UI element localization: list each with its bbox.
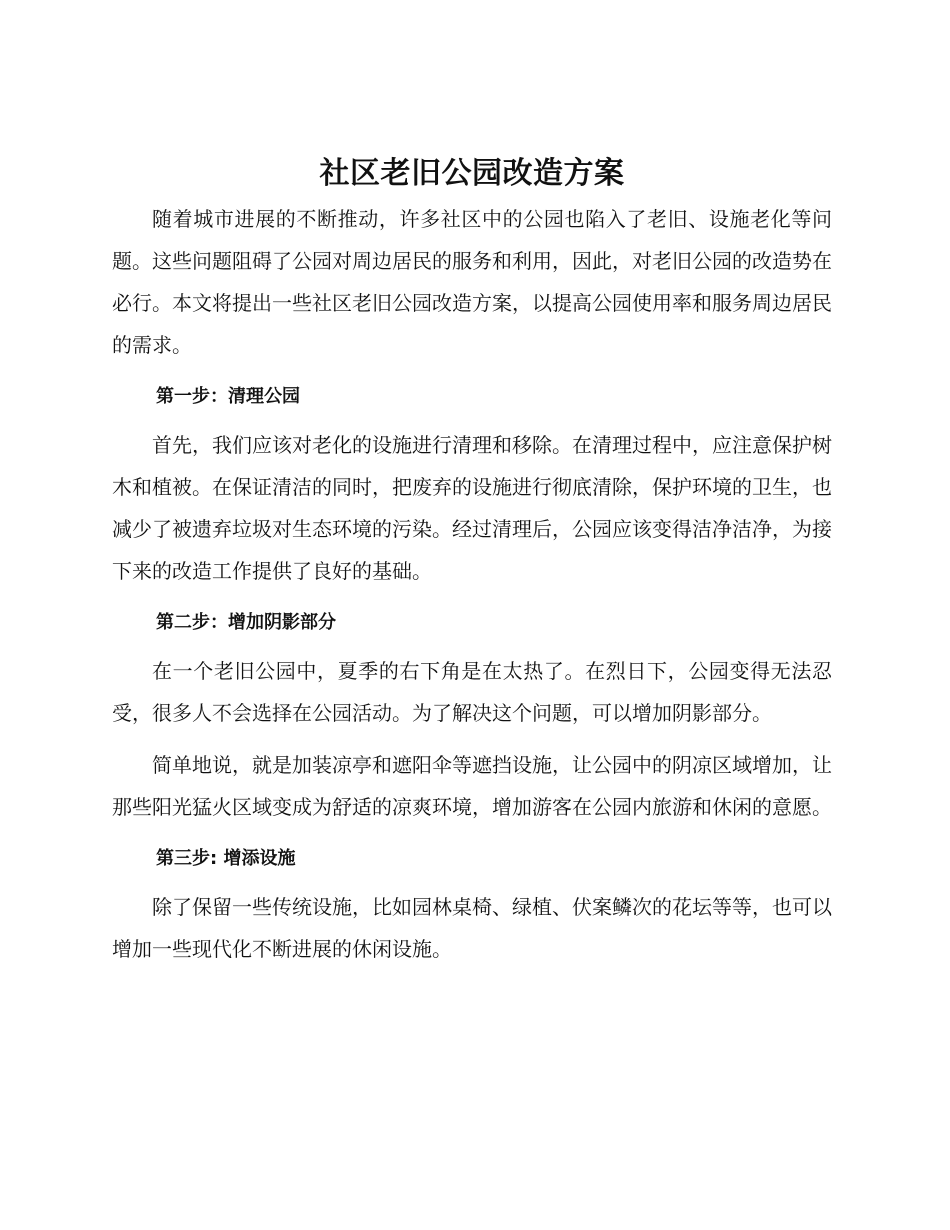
intro-paragraph: 随着城市进展的不断推动，许多社区中的公园也陷入了老旧、设施老化等问题。这些问题阻碍了公园对周边居民的服务和利用，因此，对老旧公园的改造势在必行。本文将提出一些社区老旧公园改造方案，以提高公园使用率和服务周边居民的需求。 bbox=[112, 207, 832, 357]
step2-heading: 第二步：增加阴影部分 bbox=[156, 612, 336, 633]
step2-paragraph-1: 在一个老旧公园中，夏季的右下角是在太热了。在烈日下，公园变得无法忍受，很多人不会选择在公园活动。为了解决这个问题，可以增加阴影部分。 bbox=[112, 659, 832, 725]
step3-paragraph: 除了保留一些传统设施，比如园林桌椅、绿植、伏案鳞次的花坛等等，也可以增加一些现代化不断进展的休闲设施。 bbox=[112, 895, 832, 961]
document-title: 社区老旧公园改造方案 bbox=[319, 156, 625, 191]
step1-heading: 第一步：清理公园 bbox=[156, 386, 300, 407]
step2-paragraph-2: 简单地说，就是加装凉亭和遮阳伞等遮挡设施，让公园中的阴凉区域增加，让那些阳光猛火区域变成为舒适的凉爽环境，增加游客在公园内旅游和休闲的意愿。 bbox=[112, 753, 832, 819]
step1-paragraph: 首先，我们应该对老化的设施进行清理和移除。在清理过程中，应注意保护树木和植被。在保证清洁的同时，把废弃的设施进行彻底清除，保护环境的卫生，也减少了被遗弃垃圾对生态环境的污染。经过清理后，公园应该变得洁净洁净，为接下来的改造工作提供了良好的基础。 bbox=[112, 433, 832, 583]
document-page bbox=[112, 152, 832, 970]
step3-heading: 第三步: 增添设施 bbox=[156, 848, 296, 869]
